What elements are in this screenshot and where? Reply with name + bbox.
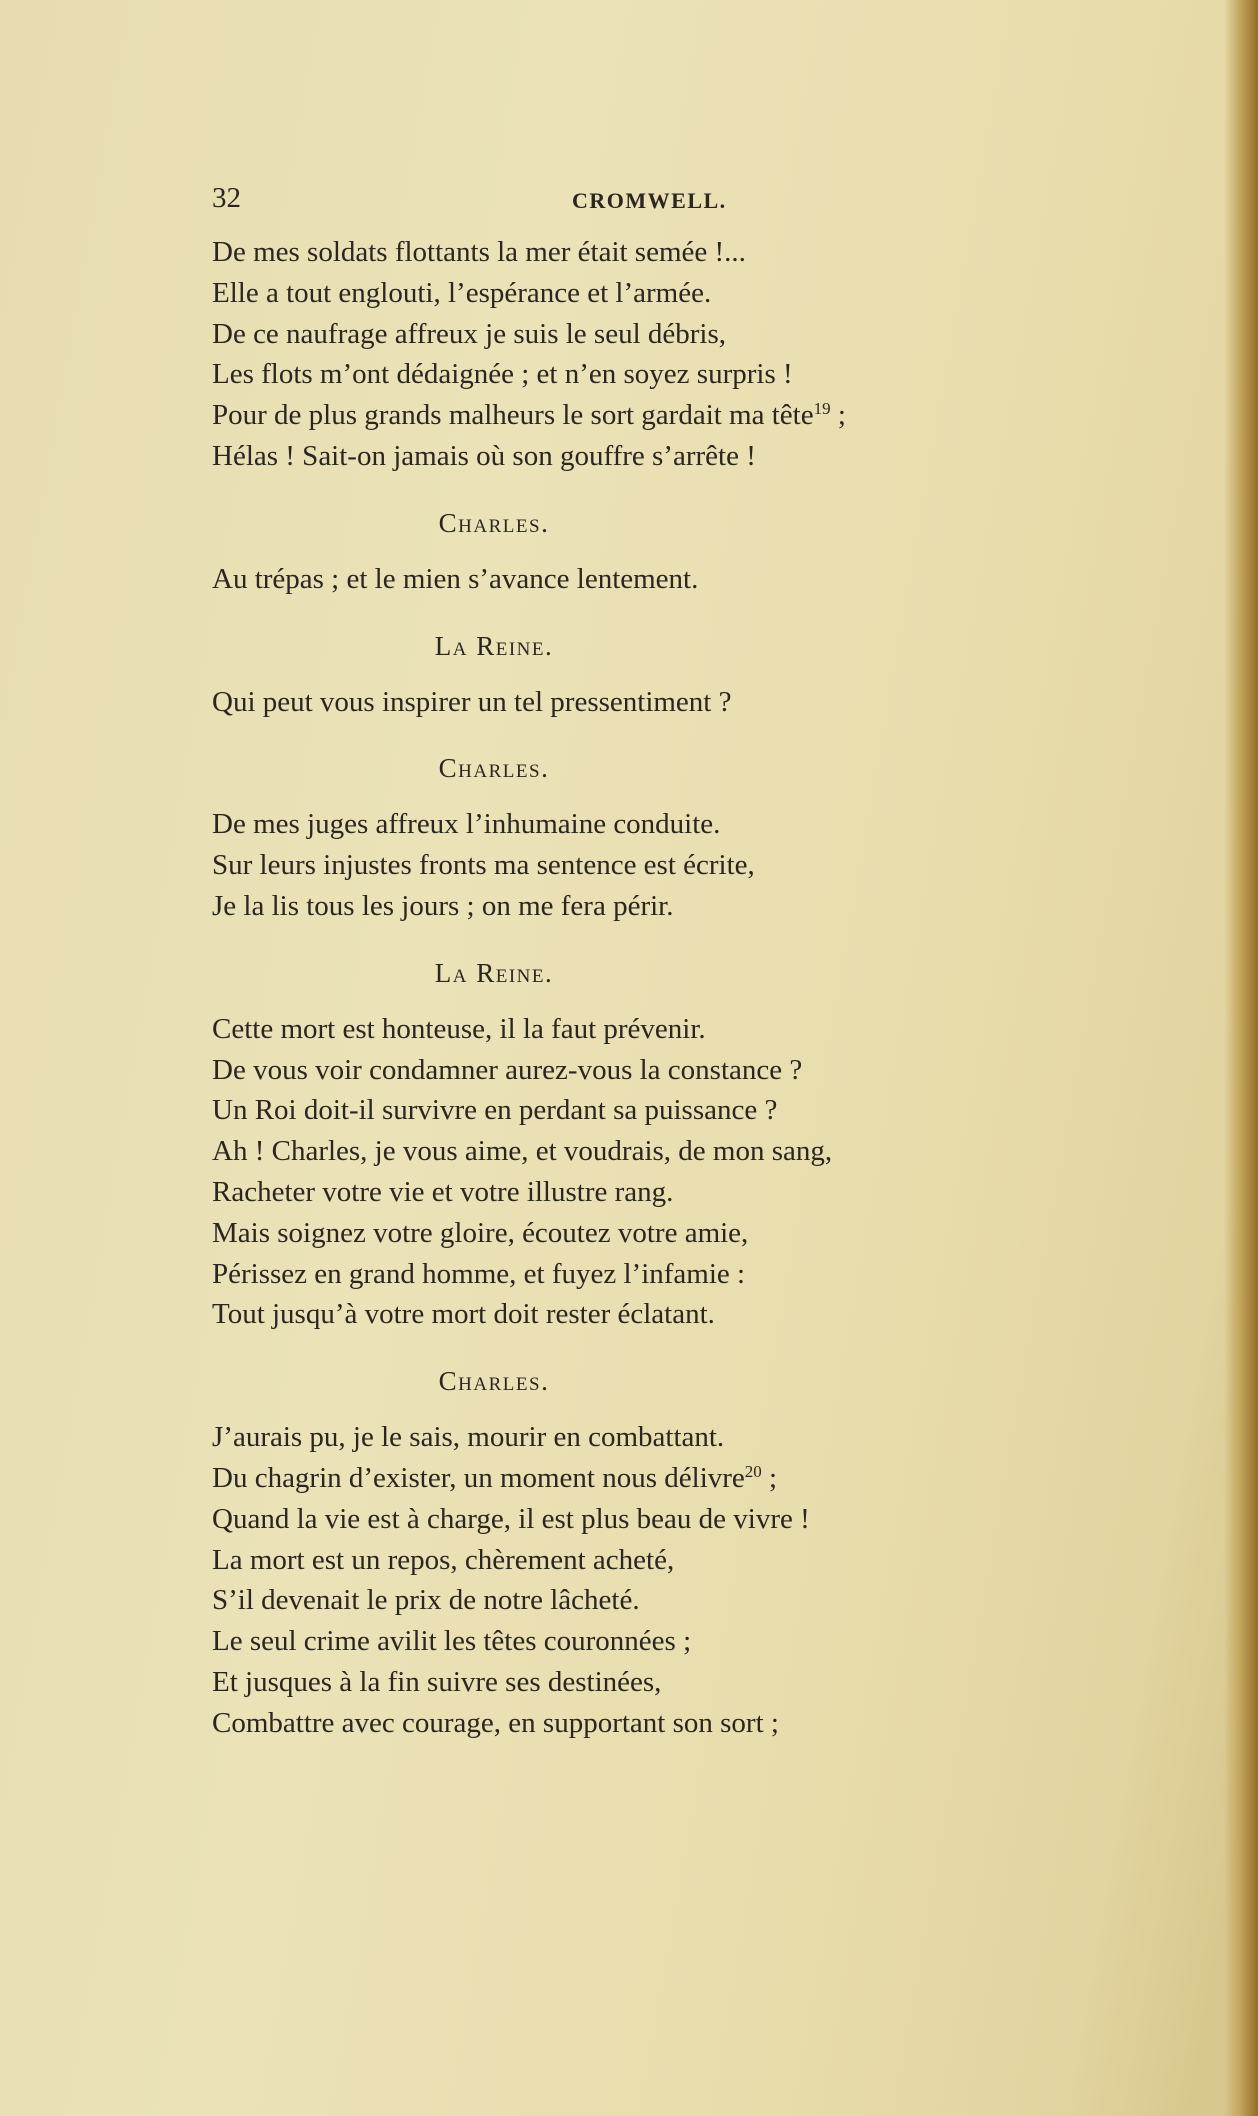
- verse-text: Ah ! Charles, je vous aime, et voudrais, de mon sang,: [212, 1135, 833, 1168]
- verse-text: Les flots m’ont dédaignée ; et n’en soyez surpris !: [212, 358, 793, 391]
- verse-line: [212, 395, 1012, 436]
- verse-text: Pour de plus grands malheurs le sort gardait ma tête: [212, 399, 814, 432]
- verse-line: [212, 232, 1012, 273]
- verse-text: Qui peut vous inspirer un tel pressentiment ?: [212, 685, 732, 718]
- verse-line: [212, 804, 1012, 845]
- speaker-name: Charles.: [438, 507, 550, 538]
- verse-line: [212, 845, 1012, 886]
- verse-line: [212, 436, 1012, 477]
- verse-line: [212, 1417, 1012, 1458]
- verse-text: Mais soignez votre gloire, écoutez votre amie,: [212, 1216, 749, 1249]
- verse-line: [212, 1213, 1012, 1254]
- verse-line: [212, 886, 1012, 927]
- verse-line: [212, 1621, 1012, 1662]
- verse-text: Je la lis tous les jours ; on me fera périr.: [212, 889, 674, 922]
- verse-line: [212, 354, 1012, 395]
- verse-text: J’aurais pu, je le sais, mourir en combattant.: [212, 1421, 725, 1454]
- verse-text: Hélas ! Sait-on jamais où son gouffre s’arrête !: [212, 439, 756, 472]
- verse-text: La mort est un repos, chèrement acheté,: [212, 1543, 675, 1576]
- verse-line: [212, 273, 1012, 314]
- verse-line: [212, 1662, 1012, 1703]
- speaker-name: Charles.: [438, 1366, 550, 1397]
- verse-line: [212, 559, 1012, 600]
- verse-line: [212, 1499, 1012, 1540]
- verse-punctuation: ;: [761, 1461, 778, 1494]
- speaker-name: La Reine.: [434, 630, 554, 661]
- verse-text: Le seul crime avilit les têtes couronnées ;: [212, 1625, 692, 1658]
- verse-line: [212, 1540, 1012, 1581]
- verse-line: [212, 682, 1012, 723]
- verse-line: [212, 1131, 1012, 1172]
- verse-text: Elle a tout englouti, l’espérance et l’armée.: [212, 276, 712, 309]
- verse-text: Sur leurs injustes fronts ma sentence est écrite,: [212, 849, 755, 882]
- verse-line: [212, 1172, 1012, 1213]
- speaker-name: Charles.: [438, 753, 550, 784]
- verse-text: Tout jusqu’à votre mort doit rester éclatant.: [212, 1298, 715, 1331]
- page-number: 32: [212, 182, 241, 214]
- verse-text: De ce naufrage affreux je suis le seul débris,: [212, 317, 726, 350]
- verse-text: Un Roi doit-il survivre en perdant sa puissance ?: [212, 1094, 778, 1127]
- verse-text: Et jusques à la fin suivre ses destinées,: [212, 1665, 662, 1698]
- verse-line: [212, 314, 1012, 355]
- page-edge-shadow: [1224, 0, 1258, 2116]
- verse-text: S’il devenait le prix de notre lâcheté.: [212, 1584, 640, 1617]
- verse-line: [212, 1294, 1012, 1335]
- page-header: [212, 182, 752, 222]
- verse-text: Périssez en grand homme, et fuyez l’infamie :: [212, 1257, 746, 1290]
- verse-line: [212, 1458, 1012, 1499]
- verse-line: [212, 1703, 1012, 1744]
- verse-text: Cette mort est honteuse, il la faut prévenir.: [212, 1012, 706, 1045]
- verse-text: De vous voir condamner aurez-vous la constance ?: [212, 1053, 803, 1086]
- verse-punctuation: ;: [830, 399, 846, 432]
- verse-text: Du chagrin d’exister, un moment nous délivre: [212, 1461, 745, 1494]
- speaker-name: La Reine.: [434, 957, 554, 988]
- play-text: [212, 232, 1012, 1744]
- verse-text: Quand la vie est à charge, il est plus beau de vivre !: [212, 1502, 810, 1535]
- verse-line: [212, 1050, 1012, 1091]
- verse-text: Racheter votre vie et votre illustre rang.: [212, 1175, 674, 1208]
- footnote-marker: 19: [813, 399, 831, 419]
- verse-line: [212, 1254, 1012, 1295]
- running-title: CROMWELL.: [572, 188, 727, 213]
- footnote-marker: 20: [744, 1461, 762, 1481]
- verse-text: Au trépas ; et le mien s’avance lentement.: [212, 562, 699, 595]
- verse-text: De mes soldats flottants la mer était semée !...: [212, 236, 746, 268]
- verse-text: Combattre avec courage, en supportant son sort ;: [212, 1706, 779, 1739]
- verse-line: [212, 1580, 1012, 1621]
- verse-line: [212, 1090, 1012, 1131]
- verse-text: De mes juges affreux l’inhumaine conduite.: [212, 808, 721, 841]
- verse-line: [212, 1009, 1012, 1050]
